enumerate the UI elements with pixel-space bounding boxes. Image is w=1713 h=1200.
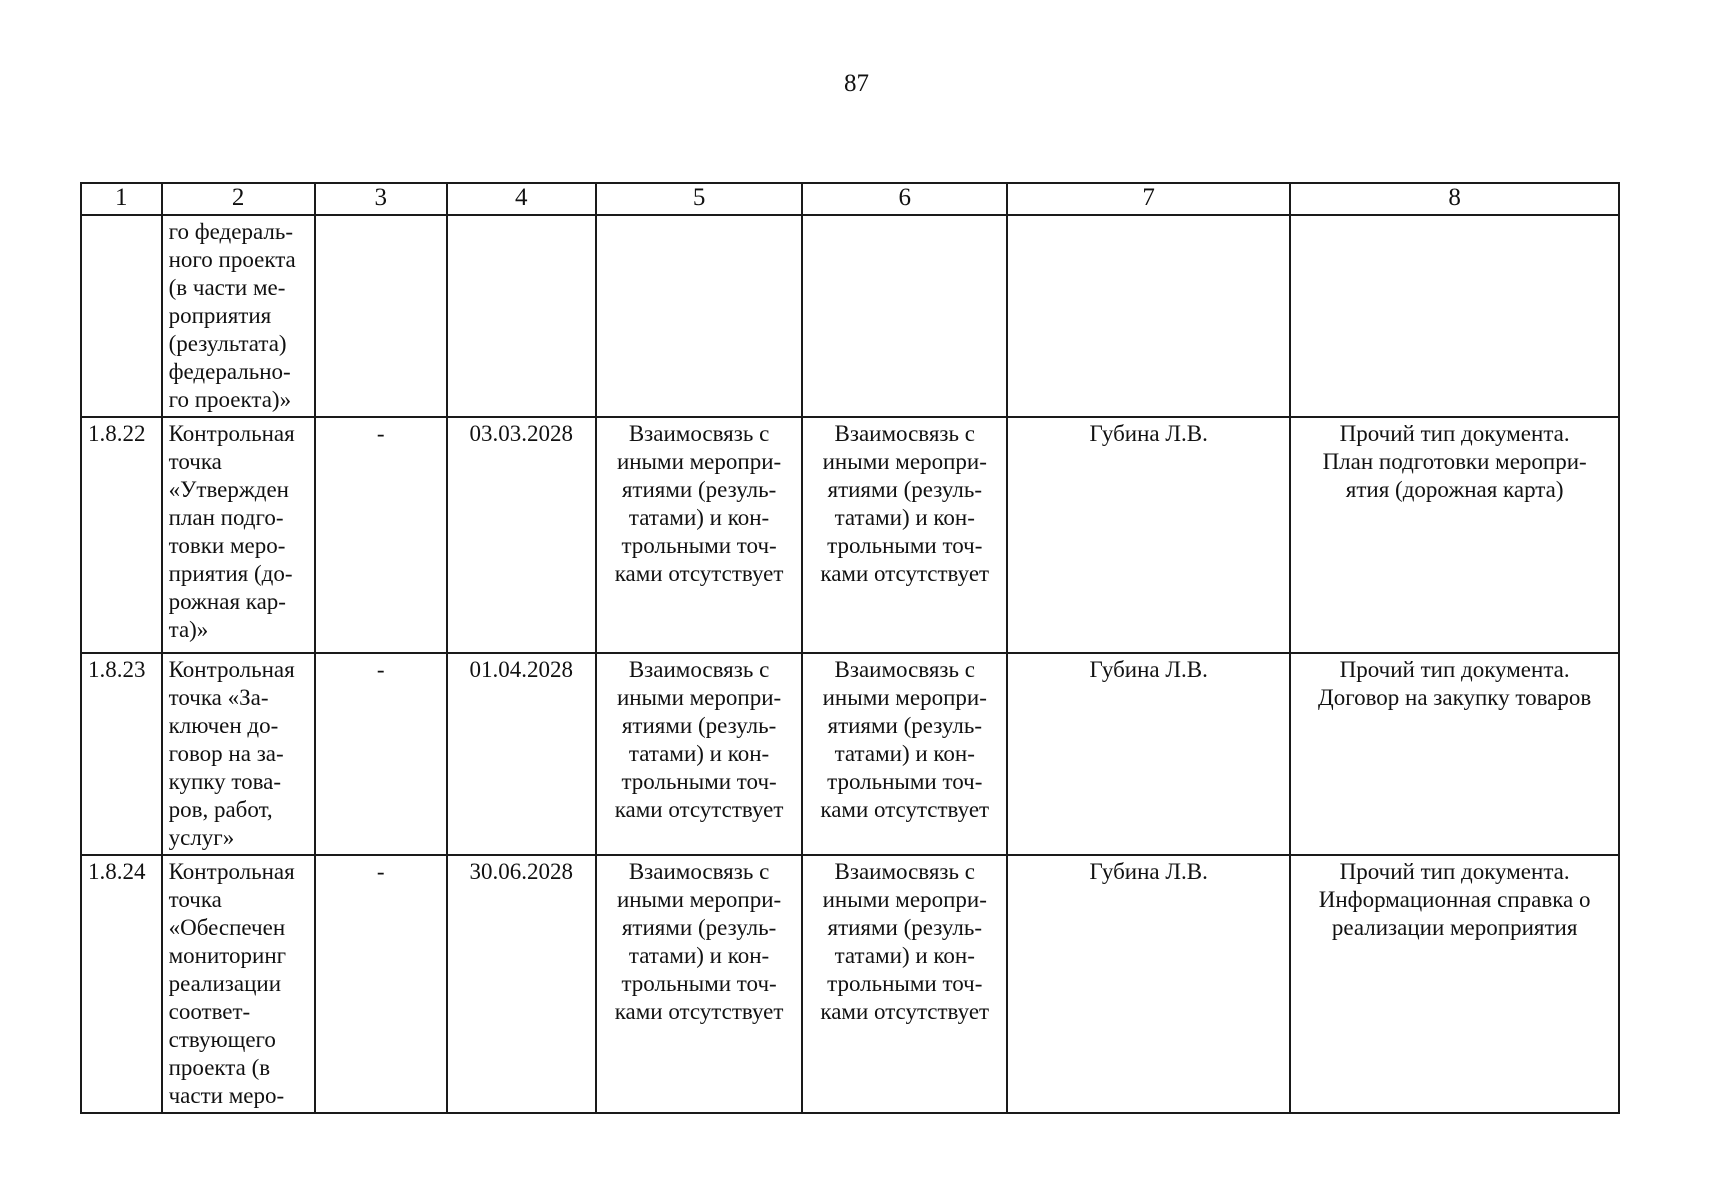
table-row [81,855,1619,1113]
cell-col6: Взаимосвязь с иными меропри- ятиями (резуль- татами) и кон- трольными точ- ками отсутствует [802,417,1007,653]
column-header-7: 7 [1007,183,1290,215]
cell-date: 30.06.2028 [447,855,596,1113]
cell-num [81,215,162,417]
cell-responsible: Губина Л.В. [1007,855,1290,1113]
header-row [81,183,1619,215]
cell-num: 1.8.23 [81,653,162,855]
cell-num: 1.8.24 [81,855,162,1113]
table-row [81,653,1619,855]
column-header-4: 4 [447,183,596,215]
cell-name: Контрольная точка «Утвержден план подго- товки меро- приятия (до- рожная кар- та)» [162,417,315,653]
cell-col5: Взаимосвязь с иными меропри- ятиями (резуль- татами) и кон- трольными точ- ками отсутствует [596,855,803,1113]
cell-responsible [1007,215,1290,417]
table-row [81,417,1619,653]
cell-col5: Взаимосвязь с иными меропри- ятиями (резуль- татами) и кон- трольными точ- ками отсутствует [596,653,803,855]
cell-date [447,215,596,417]
cell-date: 03.03.2028 [447,417,596,653]
cell-document: Прочий тип документа. Информационная справка о реализации мероприятия [1290,855,1619,1113]
table-row-continuation [81,215,1619,417]
column-header-2: 2 [162,183,315,215]
cell-col3: - [315,653,447,855]
cell-col5 [596,215,803,417]
cell-name: Контрольная точка «Обеспечен мониторинг реализации соответ- ствующего проекта (в части меро- [162,855,315,1113]
cell-col3: - [315,855,447,1113]
page-number: 87 [844,70,869,97]
cell-responsible: Губина Л.В. [1007,417,1290,653]
cell-col3: - [315,417,447,653]
cell-name: го федераль- ного проекта (в части ме- роприятия (результата) федерально- го проекта)» [162,215,315,417]
cell-document: Прочий тип документа. План подготовки меропри- ятия (дорожная карта) [1290,417,1619,653]
column-header-3: 3 [315,183,447,215]
column-header-1: 1 [81,183,162,215]
column-header-8: 8 [1290,183,1619,215]
cell-document [1290,215,1619,417]
column-header-5: 5 [596,183,803,215]
cell-col6 [802,215,1007,417]
cell-col6: Взаимосвязь с иными меропри- ятиями (резуль- татами) и кон- трольными точ- ками отсутствует [802,855,1007,1113]
cell-name: Контрольная точка «За- ключен до- говор на за- купку това- ров, работ, услуг» [162,653,315,855]
cell-document: Прочий тип документа. Договор на закупку товаров [1290,653,1619,855]
plan-table [80,182,1620,1114]
column-header-6: 6 [802,183,1007,215]
cell-col5: Взаимосвязь с иными меропри- ятиями (резуль- татами) и кон- трольными точ- ками отсутствует [596,417,803,653]
cell-num: 1.8.22 [81,417,162,653]
cell-col6: Взаимосвязь с иными меропри- ятиями (резуль- татами) и кон- трольными точ- ками отсутствует [802,653,1007,855]
cell-col3 [315,215,447,417]
cell-responsible: Губина Л.В. [1007,653,1290,855]
cell-date: 01.04.2028 [447,653,596,855]
